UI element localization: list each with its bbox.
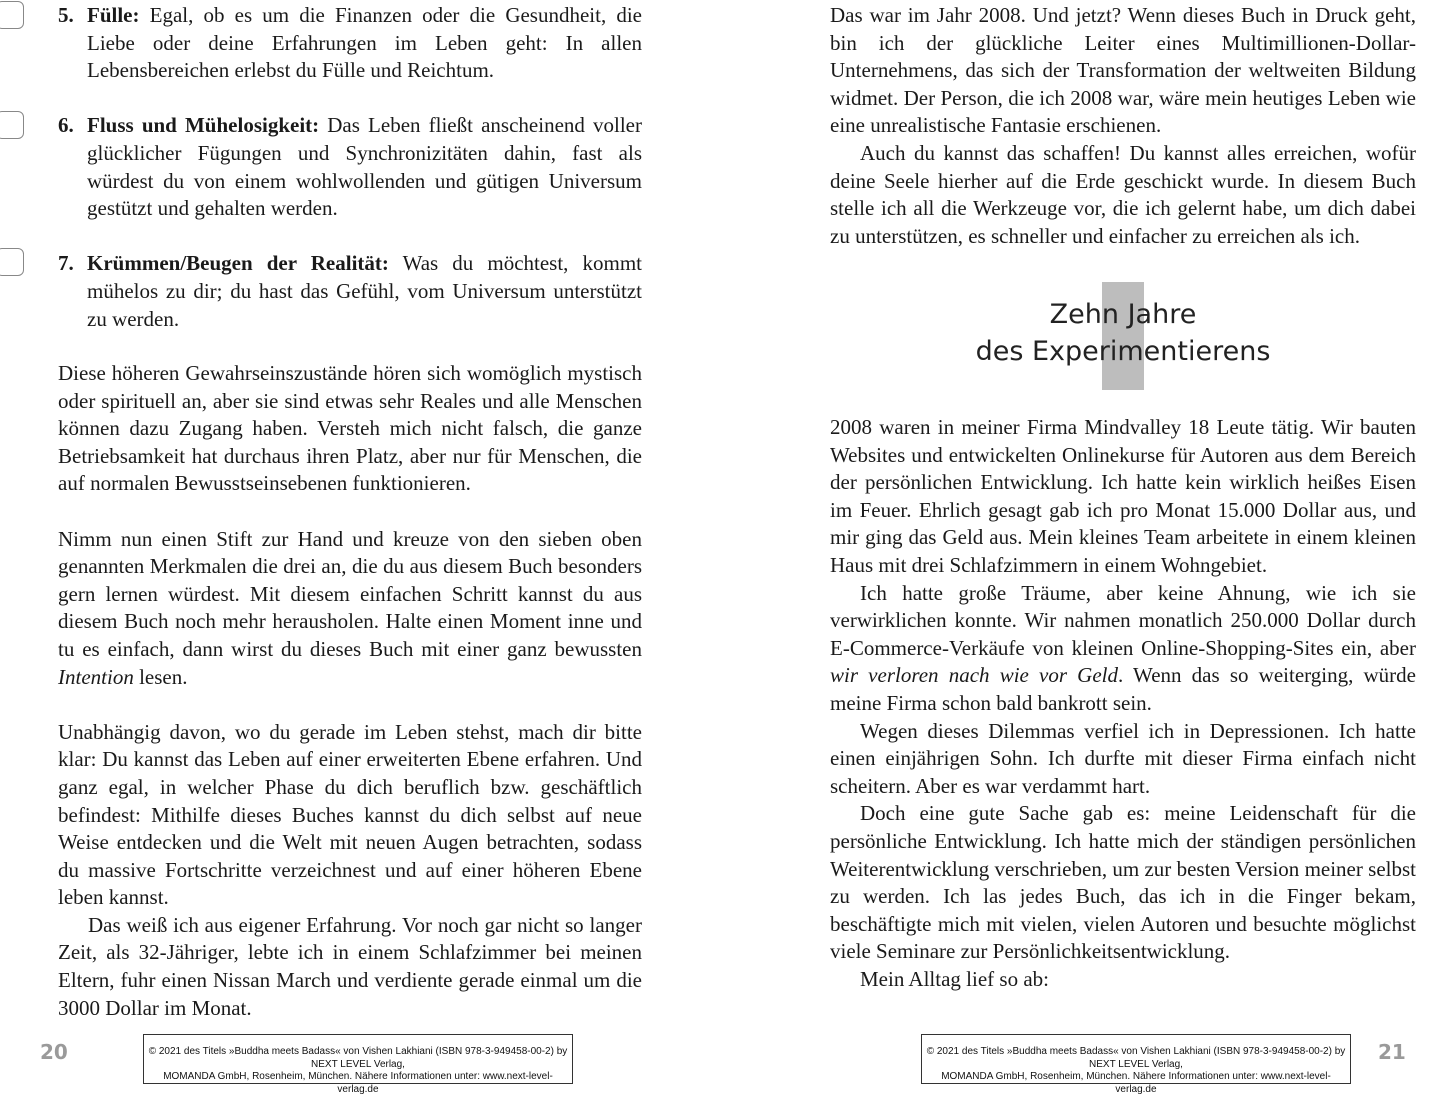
emphasis: Intention bbox=[58, 664, 134, 689]
list-number: 6. bbox=[58, 113, 74, 138]
paragraph-text: . Wenn das so weiterging, würde meine Firma schon bald bankrott sein. bbox=[830, 663, 1416, 715]
emphasis: wir verloren nach wie vor Geld bbox=[830, 663, 1119, 688]
paragraph-text: lesen. bbox=[133, 664, 188, 689]
list-number: 5. bbox=[58, 3, 74, 27]
paragraph bbox=[58, 526, 642, 692]
list-item bbox=[58, 2, 642, 85]
left-page bbox=[0, 0, 715, 1095]
paragraph: Das war im Jahr 2008. Und jetzt? Wenn dieses Buch in Druck geht, bin ich der glückliche Leiter eines Multimillionen-Dollar-Unternehmens, das sich der Transformation der weltweiten Bildung widmet. Der Person, die ich 2008 war, wäre mein heutiges Leben wie eine unrealistische Fantasie erschienen. bbox=[830, 3, 1416, 138]
page-number: 21 bbox=[1378, 1040, 1406, 1064]
list-term: Fülle: bbox=[87, 3, 140, 27]
paragraph: Diese höheren Gewahrseinszustände hören sich womöglich mystisch oder spirituell an, aber sie sind etwas sehr Reales und alle Menschen können dazu Zugang haben. Versteh mich nicht falsch, die ganze Betriebsamkeit hat durchaus ihren Platz, aber nur für Menschen, die auf normalen Bewusstseinsebenen funktionieren. bbox=[58, 361, 642, 496]
copyright-box bbox=[921, 1034, 1351, 1095]
right-page bbox=[715, 0, 1430, 1095]
list-text: Das Leben fließt anscheinend voller glücklicher Fügungen und Synchronizitäten dahin, fast als würdest du von einem wohlwollenden und gütigen Universum gestützt und gehalten werden. bbox=[87, 113, 642, 221]
copyright-line: MOMANDA GmbH, Rosenheim, München. Nähere Informationen unter: www.next-level-verlag.de bbox=[163, 1071, 553, 1095]
copyright-box bbox=[143, 1034, 573, 1095]
paragraph: Auch du kannst das schaffen! Du kannst alles erreichen, wofür deine Seele hierher auf die Erde geschickt wurde. In diesem Buch stelle ich all die Werkzeuge vor, die ich gelernt habe, um dich dabei zu unterstützen, es schneller und einfacher zu erreichen als ich. bbox=[830, 140, 1416, 248]
paragraph-text: Ich hatte große Träume, aber keine Ahnung, wie ich sie verwirklichen konnte. Wir nahmen monatlich 250.000 Dollar durch E-Commerce-Verkäufe von kleinen Online-Shopping-Sites ein, aber bbox=[830, 580, 1416, 660]
heading-line: des Experimentierens bbox=[975, 336, 1271, 367]
list-term: Krümmen/Beugen der Realität: bbox=[87, 251, 389, 276]
heading-line: Zehn Jahre bbox=[1049, 299, 1197, 330]
right-body-text bbox=[830, 414, 1416, 993]
list-text: Was du möchtest, kommt mühelos zu dir; du hast das Gefühl, vom Universum unterstützt zu werden. bbox=[87, 251, 642, 331]
list-item bbox=[58, 112, 642, 222]
paragraph: Das weiß ich aus eigener Erfahrung. Vor noch gar nicht so langer Zeit, als 32-Jähriger, lebte ich in einem Schlafzimmer bei meinen Eltern, fuhr einen Nissan March und verdiente gerade einmal um die 3000 Dollar im Monat. bbox=[58, 912, 642, 1020]
copyright-line: © 2021 des Titels »Buddha meets Badass« von Vishen Lakhiani (ISBN 978-3-949458-00-2) by NEXT LEVEL Verlag, bbox=[148, 1046, 568, 1070]
section-title bbox=[830, 296, 1416, 370]
paragraph: Wegen dieses Dilemmas verfiel ich in Depressionen. Ich hatte einen einjährigen Sohn. Ich durfte mit dieser Firma einfach nicht scheitern. Aber es war verdammt hart. bbox=[830, 718, 1416, 798]
list-term: Fluss und Mühelosigkeit: bbox=[87, 113, 320, 138]
paragraph: 2008 waren in meiner Firma Mindvalley 18 Leute tätig. Wir bauten Websites und entwickelten Onlinekurse für Autoren aus dem Bereich der persönlichen Entwicklung. Ich hatte kein wirklich heißes Eisen im Feuer. Ehrlich gesagt gab ich pro Monat 15.000 Dollar aus, und mir ging das Geld aus. Mein kleines Team arbeitete in einem kleinen Haus mit drei Schlafzimmern in einem Wohngebiet. bbox=[830, 415, 1416, 577]
paragraph: Mein Alltag lief so ab: bbox=[860, 966, 1049, 991]
list-item bbox=[58, 250, 642, 333]
paragraph: Doch eine gute Sache gab es: meine Leidenschaft für die persönliche Entwicklung. Ich hatte mich der ständigen persönlichen Weiterentwicklung verschrieben, um zur besten Version meiner selbst zu werden. Ich las jedes Buch, das ich in die Finger bekam, beschäftigte mich mit vielen, vielen Autoren und besuchte möglichst viele Seminare zur Persönlichkeitsentwicklung. bbox=[830, 801, 1416, 964]
left-body-text bbox=[58, 360, 642, 1022]
list-number: 7. bbox=[58, 251, 74, 276]
paragraph bbox=[830, 580, 1416, 718]
copyright-line: © 2021 des Titels »Buddha meets Badass« von Vishen Lakhiani (ISBN 978-3-949458-00-2) by NEXT LEVEL Verlag, bbox=[926, 1046, 1346, 1070]
right-top-text bbox=[830, 2, 1416, 250]
checkbox-item-5[interactable] bbox=[0, 1, 24, 29]
checkbox-item-7[interactable] bbox=[0, 248, 24, 276]
section-heading bbox=[830, 282, 1416, 390]
checkbox-item-6[interactable] bbox=[0, 111, 24, 139]
numbered-list bbox=[58, 2, 642, 333]
copyright-line: MOMANDA GmbH, Rosenheim, München. Nähere Informationen unter: www.next-level-verlag.de bbox=[941, 1071, 1331, 1095]
paragraph: Unabhängig davon, wo du gerade im Leben stehst, mach dir bitte klar: Du kannst das Leben auf einer erweiterten Ebene erfahren. Und ganz egal, in welcher Phase du dich beruflich bzw. geschäftlich befindest: Mithilfe dieses Buches kannst du dich selbst auf neue Weise entdecken und die Welt mit neuen Augen betrachten, sodass du massive Fortschritte verzeichnest und auf einer höheren Ebene leben kannst. bbox=[58, 719, 642, 910]
paragraph-text: Nimm nun einen Stift zur Hand und kreuze von den sieben oben genannten Merkmalen die drei an, die du aus diesem Buch besonders gern lernen würdest. Mit diesem einfachen Schritt kannst du aus diesem Buch noch mehr herausholen. Halte einen Moment inne und tu es einfach, dann wirst du dieses Buch mit einer ganz bewussten bbox=[58, 526, 642, 661]
page-number: 20 bbox=[40, 1040, 68, 1064]
list-text: Egal, ob es um die Finanzen oder die Gesundheit, die Liebe oder deine Erfahrungen im Leben geht: In allen Lebensbereichen erlebst du Fülle und Reichtum. bbox=[87, 3, 642, 83]
